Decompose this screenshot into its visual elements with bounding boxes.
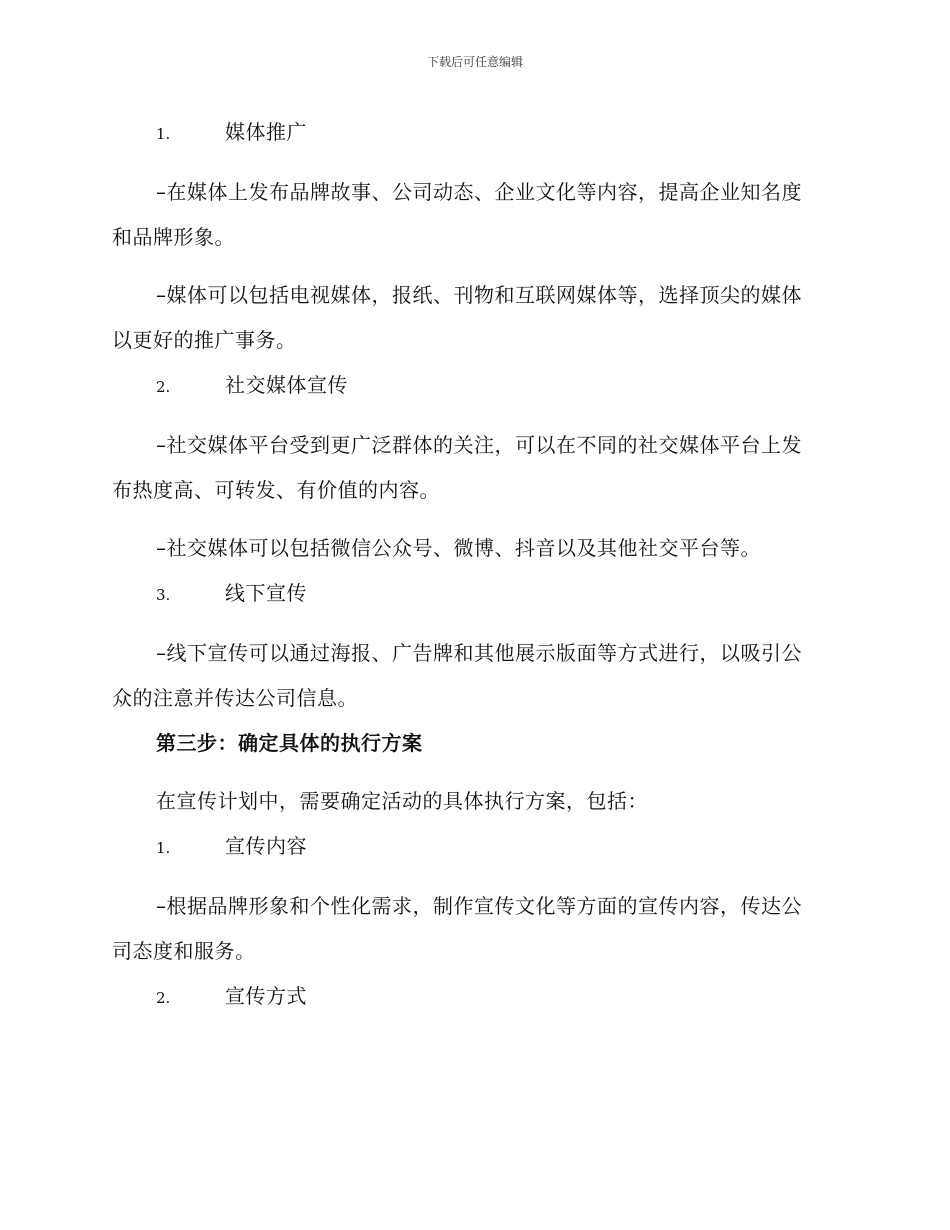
list-number: 1. [156,125,171,143]
section-heading: 第三步：确定具体的执行方案 [156,731,423,755]
paragraph: –根据品牌形象和个性化需求，制作宣传文化等方面的宣传内容，传达公司态度和服务。 [112,894,802,963]
paragraph: –社交媒体可以包括微信公众号、微博、抖音以及其他社交平台等。 [156,536,761,560]
paragraph: –线下宣传可以通过海报、广告牌和其他展示版面等方式进行，以吸引公众的注意并传达公司信息。 [112,641,802,710]
list-number: 2. [156,989,171,1007]
paragraph: –媒体可以包括电视媒体，报纸、刊物和互联网媒体等，选择顶尖的媒体以更好的推广事务。 [112,283,802,352]
list-number: 1. [156,839,171,857]
list-label: 线下宣传 [225,581,307,605]
list-item-promotion-method [112,974,822,1021]
list-number: 3. [156,586,171,604]
paragraph: 在宣传计划中，需要确定活动的具体执行方案，包括： [156,789,648,813]
document-body [112,110,822,1021]
list-item-media-promotion [112,110,822,157]
paragraph: –社交媒体平台受到更广泛群体的关注，可以在不同的社交媒体平台上发布热度高、可转发、有价值的内容。 [112,433,802,502]
list-label: 社交媒体宣传 [225,373,348,397]
list-label: 宣传方式 [225,984,307,1008]
list-label: 媒体推广 [225,120,307,144]
list-item-offline-promotion [112,571,822,618]
list-item-promotion-content [112,824,822,871]
page-header: 下载后可任意编辑 [426,55,523,69]
paragraph: –在媒体上发布品牌故事、公司动态、企业文化等内容，提高企业知名度和品牌形象。 [112,180,802,249]
list-number: 2. [156,378,171,396]
list-label: 宣传内容 [225,834,307,858]
list-item-social-media [112,363,822,410]
